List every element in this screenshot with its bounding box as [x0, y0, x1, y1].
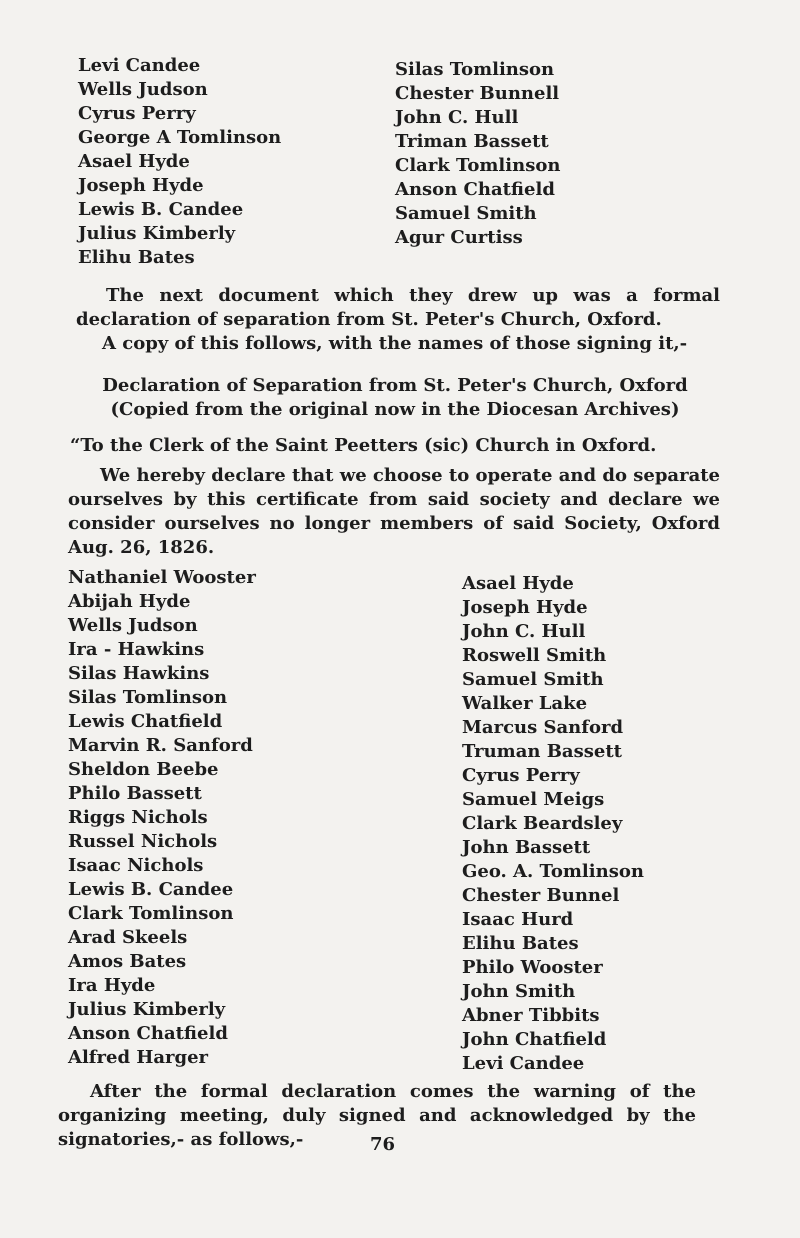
signer-name: Lewis Chatfield [68, 711, 223, 732]
name-entry: Asael Hyde [78, 151, 190, 172]
name-entry: Joseph Hyde [78, 175, 204, 196]
top-names-left-column [78, 54, 281, 270]
page-number: 76 [370, 1134, 396, 1155]
signer-name: Joseph Hyde [462, 597, 588, 618]
signer-name: Ira - Hawkins [68, 639, 205, 660]
signer-name: Russel Nichols [68, 831, 218, 852]
signer-name: Abijah Hyde [68, 591, 191, 612]
signer-name: Isaac Hurd [462, 909, 574, 930]
name-entry: Samuel Smith [395, 203, 537, 224]
name-entry: Clark Tomlinson [395, 155, 561, 176]
signer-name: Geo. A. Tomlinson [462, 861, 644, 882]
name-entry: Elihu Bates [78, 247, 195, 268]
declaration-heading: Declaration of Separation from St. Peter's Church, Oxford [102, 375, 688, 396]
name-entry: George A Tomlinson [78, 127, 282, 148]
signer-name: Alfred Harger [68, 1047, 209, 1068]
declaration-source-note: (Copied from the original now in the Diocesan Archives) [110, 399, 680, 420]
signer-name: Asael Hyde [462, 573, 574, 594]
name-entry: Cyrus Perry [78, 103, 196, 124]
signer-name: Elihu Bates [462, 933, 579, 954]
signer-name: John Bassett [462, 837, 591, 858]
signer-name: Sheldon Beebe [68, 759, 219, 780]
signer-name: Silas Tomlinson [68, 687, 228, 708]
name-entry: Anson Chatfield [395, 179, 555, 200]
signer-name: Silas Hawkins [68, 663, 210, 684]
signers-right-column [462, 572, 644, 1076]
intro-paragraph: The next document which they drew up was a formal declaration of separation from St. Peter's Church, Oxford. [76, 285, 720, 330]
signer-name: Cyrus Perry [462, 765, 580, 786]
signer-name: John Chatfield [462, 1029, 607, 1050]
name-entry: Agur Curtiss [395, 227, 523, 248]
signer-name: Nathaniel Wooster [68, 567, 256, 588]
signer-name: Clark Beardsley [462, 813, 623, 834]
signer-name: Clark Tomlinson [68, 903, 234, 924]
signer-name: Marvin R. Sanford [68, 735, 253, 756]
name-entry: Wells Judson [78, 79, 208, 100]
top-names-right-column [395, 58, 560, 250]
name-entry: Levi Candee [78, 55, 201, 76]
signer-name: Riggs Nichols [68, 807, 208, 828]
signer-name: Arad Skeels [68, 927, 188, 948]
signer-name: Chester Bunnel [462, 885, 620, 906]
name-entry: Lewis B. Candee [78, 199, 244, 220]
copy-follows-paragraph: A copy of this follows, with the names of those signing it,- [102, 333, 688, 354]
signer-name: Samuel Meigs [462, 789, 605, 810]
signer-name: Anson Chatfield [68, 1023, 228, 1044]
signer-name: Wells Judson [68, 615, 198, 636]
signer-name: Marcus Sanford [462, 717, 624, 738]
address-line: “To the Clerk of the Saint Peetters (sic) Church in Oxford. [70, 435, 657, 456]
signer-name: Samuel Smith [462, 669, 604, 690]
signer-name: Ira Hyde [68, 975, 156, 996]
signer-name: Roswell Smith [462, 645, 607, 666]
name-entry: Julius Kimberly [78, 223, 236, 244]
signer-name: Isaac Nichols [68, 855, 204, 876]
name-entry: Triman Bassett [395, 131, 549, 152]
signer-name: Philo Bassett [68, 783, 202, 804]
name-entry: Silas Tomlinson [395, 59, 555, 80]
signer-name: John Smith [462, 981, 576, 1002]
signer-name: John C. Hull [462, 621, 586, 642]
signer-name: Amos Bates [68, 951, 187, 972]
signer-name: Lewis B. Candee [68, 879, 234, 900]
name-entry: John C. Hull [395, 107, 519, 128]
signer-name: Levi Candee [462, 1053, 585, 1074]
signers-left-column [68, 566, 256, 1070]
closing-paragraph: After the formal declaration comes the warning of the organizing meeting, duly signed and acknowledged by the signatories,- as follows,- [58, 1081, 696, 1150]
signer-name: Julius Kimberly [68, 999, 226, 1020]
name-entry: Chester Bunnell [395, 83, 560, 104]
signer-name: Walker Lake [462, 693, 588, 714]
signer-name: Abner Tibbits [462, 1005, 600, 1026]
declaration-text: We hereby declare that we choose to operate and do separate ourselves by this certificate from said society and declare we consider ourselves no longer members of said Society, Oxford Aug. 26, 1826. [68, 465, 720, 558]
signer-name: Truman Bassett [462, 741, 622, 762]
signer-name: Philo Wooster [462, 957, 603, 978]
